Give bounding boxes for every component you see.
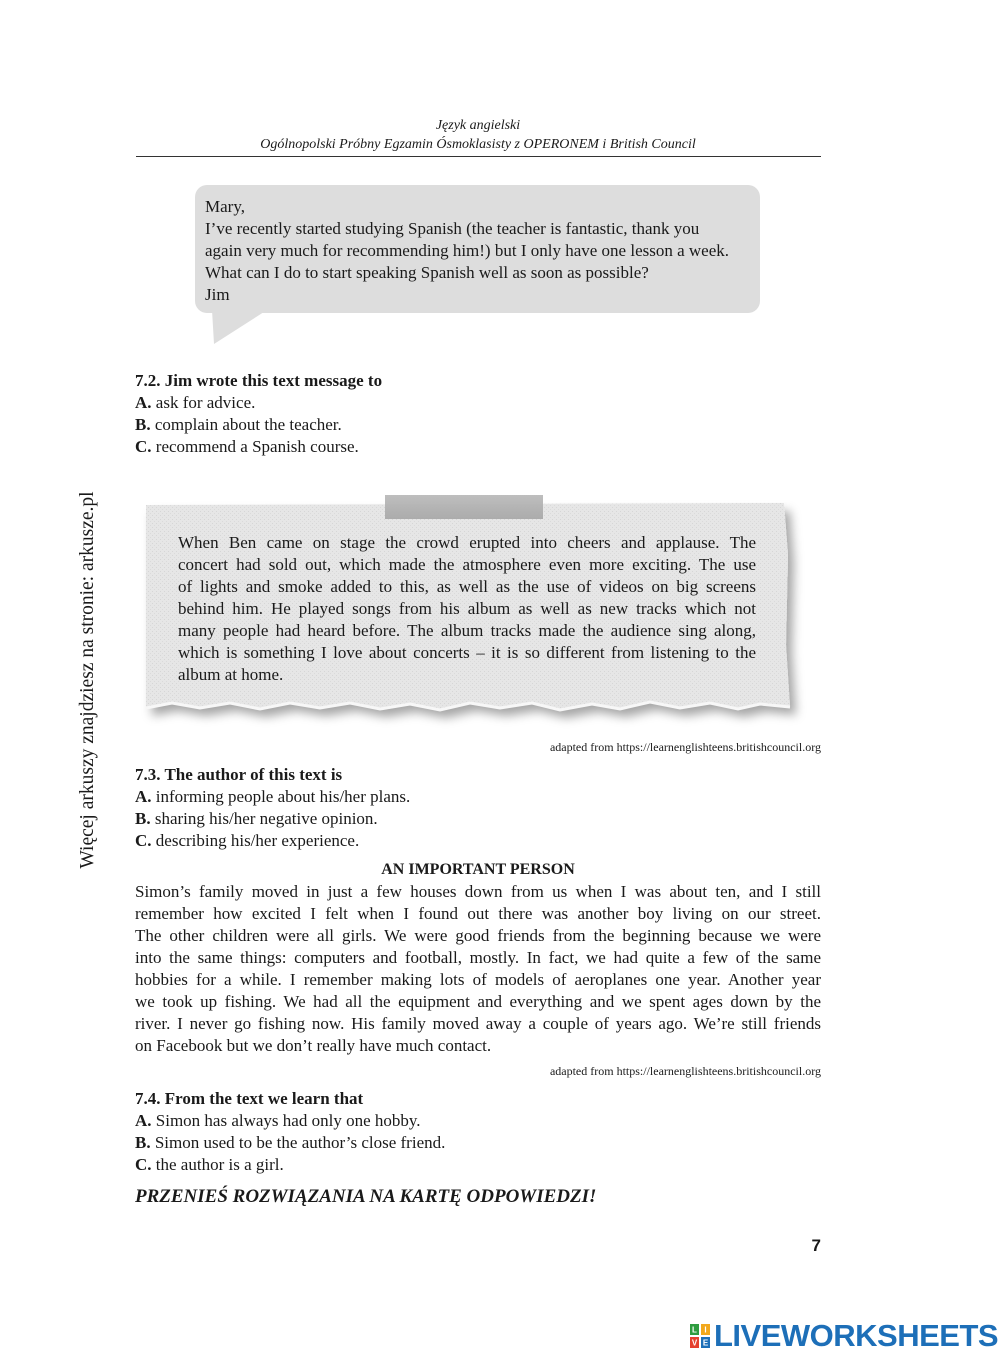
answer-option-b[interactable] (135, 1132, 445, 1154)
question-7-2 (135, 370, 382, 458)
side-note-text: Więcej arkuszy znajdziesz na stronie: arkusze.pl (77, 491, 98, 869)
option-letter: A. (135, 393, 152, 412)
article-line: remember how excited I felt when I found out there was another boy living on our street. (135, 904, 821, 923)
svg-text:V: V (691, 1338, 698, 1348)
concert-line: of lights and smoke added to this, as well as the use of videos on big screens (178, 577, 756, 596)
question-7-4 (135, 1088, 445, 1176)
svg-text:I: I (704, 1325, 707, 1335)
header-divider (136, 156, 821, 157)
article-text (135, 881, 821, 1057)
concert-line: many people had heard before. The album tracks made the audience sing along, (178, 621, 756, 640)
liveworksheets-logo-icon (690, 1324, 710, 1348)
page-header (136, 116, 820, 154)
option-text: Simon has always had only one hobby. (151, 1111, 421, 1130)
message-text (205, 196, 755, 306)
option-text: informing people about his/her plans. (151, 787, 411, 806)
concert-line: concert had sold out, which made the atmosphere even more exciting. The use (178, 555, 756, 574)
article-line: hobbies for a while. I remember making lots of models of aeroplanes one year. Another year (135, 970, 821, 989)
message-line: again very much for recommending him!) but I only have one lesson a week. (205, 241, 730, 260)
answer-option-c[interactable] (135, 436, 382, 458)
option-text: the author is a girl. (151, 1155, 284, 1174)
option-letter: B. (135, 1133, 151, 1152)
header-exam-title: Ogólnopolski Próbny Egzamin Ósmoklasisty z OPERONEM i British Council (260, 137, 696, 152)
option-letter: C. (135, 831, 152, 850)
question-stem: 7.4. From the text we learn that (135, 1089, 364, 1108)
answer-option-b[interactable] (135, 414, 382, 436)
option-text: recommend a Spanish course. (151, 437, 359, 456)
article-title: AN IMPORTANT PERSON (381, 861, 575, 878)
option-letter: A. (135, 787, 152, 806)
option-letter: B. (135, 415, 151, 434)
concert-line: When Ben came on stage the crowd erupted into cheers and applause. The (178, 533, 756, 552)
option-letter: B. (135, 809, 151, 828)
option-letter: A. (135, 1111, 152, 1130)
answer-option-a[interactable] (135, 392, 382, 414)
article-line: we took up fishing. We had all the equipment and everything and we spent ages down by the (135, 992, 821, 1011)
concert-line: album at home. (178, 665, 284, 684)
svg-text:L: L (692, 1325, 697, 1335)
option-letter: C. (135, 1155, 152, 1174)
option-text: Simon used to be the author’s close friend. (150, 1133, 446, 1152)
question-stem: 7.2. Jim wrote this text message to (135, 371, 383, 390)
message-bubble-tail (212, 310, 272, 346)
concert-text (178, 532, 756, 686)
option-letter: C. (135, 437, 152, 456)
message-line: Mary, (205, 197, 245, 216)
article-line: river. I never go fishing now. His family moved away a couple of years ago. We’re still friends (135, 1014, 821, 1033)
header-subject: Język angielski (435, 118, 521, 133)
answer-sheet-instruction: PRZENIEŚ ROZWIĄZANIA NA KARTĘ ODPOWIEDZI! (135, 1186, 597, 1207)
option-text: ask for advice. (151, 393, 256, 412)
page-number: 7 (811, 1236, 821, 1255)
liveworksheets-wordmark: LIVEWORKSHEETS (714, 1318, 999, 1353)
concert-source: adapted from https://learnenglishteens.britishcouncil.org (549, 740, 821, 754)
option-text: sharing his/her negative opinion. (150, 809, 378, 828)
answer-option-b[interactable] (135, 808, 410, 830)
answer-option-c[interactable] (135, 830, 410, 852)
message-line: Jim (205, 285, 230, 304)
tape-strip (385, 495, 543, 519)
concert-line: which is something I love about concerts – it is so different from listening to the (178, 643, 756, 662)
liveworksheets-brand[interactable] (690, 1318, 998, 1354)
svg-text:E: E (702, 1338, 709, 1348)
question-stem: 7.3. The author of this text is (135, 765, 343, 784)
question-7-3 (135, 764, 410, 852)
option-text: describing his/her experience. (151, 831, 360, 850)
option-text: complain about the teacher. (150, 415, 342, 434)
article-line: into the same things: computers and football, mostly. In fact, we had quite a few of the same (135, 948, 821, 967)
answer-option-c[interactable] (135, 1154, 445, 1176)
answer-option-a[interactable] (135, 1110, 445, 1132)
concert-line: behind him. He played songs from his album as well as new tracks which not (178, 599, 756, 618)
article-line: on Facebook but we don’t really have much contact. (135, 1036, 492, 1055)
answer-option-a[interactable] (135, 786, 410, 808)
article-line: Simon’s family moved in just a few houses down from us when I was about ten, and I still (135, 882, 821, 901)
message-line: I’ve recently started studying Spanish (the teacher is fantastic, thank you (205, 219, 700, 238)
article-line: The other children were all girls. We were good friends from the beginning because we were (135, 926, 821, 945)
message-line: What can I do to start speaking Spanish well as soon as possible? (205, 263, 649, 282)
article-source: adapted from https://learnenglishteens.britishcouncil.org (549, 1064, 821, 1078)
